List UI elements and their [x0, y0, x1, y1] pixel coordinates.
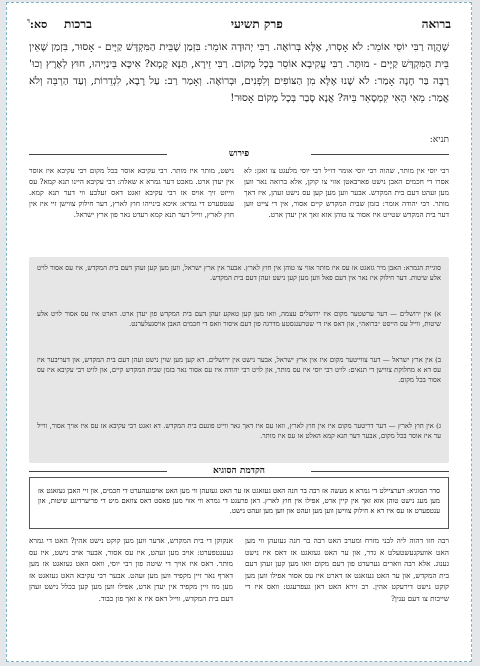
hakdama-title: הקדמת הסוגיא [167, 465, 311, 477]
summary-paragraph-2: א) אין ירושלים — דער ערשטער מקום איז ירושלים עצמה, וואו מען קען טאקע זעהן דעם בית המקדש פון יעדן ארט. דארט איז עס אסור לויט אלע שיטות, ווייל עס הייסט ״ברואה״, און דאס איז די שטרענגסטע מדרגה פון דעם איסור וואס די חכמים האבן אויסגעלערנט. [37, 310, 441, 328]
summary-paragraph-4: ג) אין חוץ לארץ — דער דריטער מקום איז אין חוץ לארץ, וואו עס איז דאך גאר ווייט פונעם בית המקדש. דא זאגט רבי עקיבא אז עס איז אויך אסור, ווייל ער איז אוסר בכל מקום, אבער דער תנא קמא האלט אז עס איז מותר. [37, 422, 441, 440]
header-chapter: פרק תשיעי [230, 17, 283, 31]
summary-paragraph-1: סוגיית הגמרא: האבן מיר גזאגט אז עס איז מותר אזוי צו טוהן אין חוץ לארץ. אבער אין ארץ ישראל, ווען מען קען זעהן דעם בית המקדש, איז עס אסור לויט אלע שיטות. דער חילוק איז נאר אין דעם פאל ווען מען קען נישט זעהן דעם בית המקדש. [37, 264, 441, 282]
page-number: סא: [29, 18, 48, 31]
running-header [27, 17, 451, 33]
commentary-column-left: אנקוקן די בית המקדש, אדער ווען מען קוקט נישט אהין? האט די גמרא געענטפערט: אויב מען זעהט, איז עס אסור, אבער אויב נישט, איז עס מותר. דאס איז אויך די שיטה פון רבי יוסי, וואס האט געזאגט אז מען דארף נאר זיין מקפיד ווען מען זעהט. אבער רבי עקיבא האט געזאגט אז מען מוז זיין מקפיד אין יעדן ארט, אפילו ווען מען קען בכלל נישט זעהן דעם בית המקדש, ווייל דאס איז א זאך פון כבוד. [29, 536, 233, 603]
gemara-text: שֶׁהֲוָה רַבִּי יוֹסֵי אוֹמֵר: לֹא אָסְרוּ, אֶלָּא בְּרוֹאֶה. רַבִּי יְהוּדָה אוֹמֵר: בִּזְמַן שֶׁבֵּית הַמִּקְדָּשׁ קַיָּים - אָסוּר, בִּזְמַן שֶׁאֵין בֵּית הַמִּקְדָּשׁ קַיָּים - מוּתָּר. רַבִּי עֲקִיבָא אוֹסֵר בְּכָל מָקוֹם. רַבִּי זֵירָא, תַּנָּא קָמָא? אִיכָּא בֵּינַיְיהוּ, חוּץ לְאֶרֶץ וְכוּ' רַבָּה בַּר חָנָה אָמַר: לֹא שָׁנוּ אֶלָּא מִן הַצּוֹפִים וְלִפְנִים, וּבְרוֹאֶה. וְאָמַר רַב: עַל רָבָא, לִגְדֵרוֹת, וְעַד הַרְבֵּה וְלֹא אֲמַר: מֵאִי הָאִי קִמְסָאֵר בֵּיהּ? אֲנָא סָבַר בְּכָל מָקוֹם אָסוּר! [29, 41, 449, 104]
hakdama-box [29, 477, 449, 529]
header-left [27, 17, 92, 32]
document-page [6, 2, 472, 662]
commentary-section [29, 535, 449, 653]
perush-column-left: נישט, מותר איז מותר. רבי עקיבא אוסר בכל מקום רבי עקיבא איז אוסר אין יעדן ארט. מאכט דער גמרא א שאלה: רבי עקיבא היינו תנא קמא? עס ווייזט זיך אויס אז רבי עקיבא זאגט דאס זעלבע ווי דער תנא קמא. ענטפערט די גמרא: איכא בינייהו חוץ לארץ, דער חילוק צווישן זיי איז אין חוץ לארץ, ווייל דער תנא קמא רעדט נאר פון ארץ ישראל. [29, 166, 234, 219]
header-tractate: ברכות [64, 17, 92, 31]
perush-section [29, 165, 449, 254]
perush-title: פירוש [167, 148, 311, 160]
commentary-column-right: רבה חזו דהוה ליה לבני מזרח ומערב האט רבה בר חנה געזעהן ווי מען האט אוועקגעשטעלט א גדר, און ער האט געזאגט אז דאס איז נישט גענוג. אלא רבה ווארים גערעדט פון דעם מקום וואו מען קען זעהן דעם בית המקדש, און ער האט געזאגט אז דארט איז עס אסור אפילו ווען מען קוקט נישט דירעקט אהין. רב זירא האט דאן געפרעגט: וואס איז די שייכות צו דעם ענין? [245, 536, 449, 603]
tana-label: תניא: [429, 135, 449, 145]
page-sup: ד [27, 18, 30, 25]
sugya-summary-box [29, 257, 449, 463]
header-right: ברואה [421, 17, 451, 31]
hakdama-text: סדר הסוגיא: דערציילט די גמרא א מעשה אז רבה בר חנה האט געזאגט אז ער האט געזעהן ווי מען האט אויסגעהערט די חכמים, און זיי האבן געזאגט אז מען מעג נישט טוהן אזא זאך אין קיין ארט, אפילו אין חוץ לארץ. דאן פרעגט די גמרא ווי אזוי מען פאסט דאס צוזאם מיט די פריערדיגע שיטות, און ענטפערט אז עס איז דא א חילוק צווישן ווען מען זעהט און ווען מען זעהט נישט. [38, 487, 440, 515]
summary-paragraph-3: ב) אין ארץ ישראל — דער צווייטער מקום איז אין ארץ ישראל, אבער נישט אין ירושלים. דא קען מען שוין נישט זעהן דעם בית המקדש, און דעריבער איז עס דא א מחלוקת צווישן די תנאים: לויט רבי יוסי איז עס מותר, און לויט רבי יהודה איז עס אסור נאר בזמן שבית המקדש קיים, און לויט רבי עקיבא איז עס אסור בכל מקום. [37, 356, 441, 384]
perush-column-right: רבי יוסי אין מותר, שהוה רבי יוסי אומר דו״ל רבי יוסי מלעגט צו זאגן: לא אסרו די חכמים האבן נישט פארבאטן אזוי צו קוקן, אלא ברואה נאר ווען מען זעהט דעם בית המקדש. אבער ווען מען קען עס נישט זעהן, איז דאך מותר. רבי יהודה אומר: בזמן שבית המקדש קיים אסור, אין די צייט ווען דער בית המקדש שטייט איז אסור צו טוהן אזא זאך אין יעדן ארט. [244, 166, 449, 219]
